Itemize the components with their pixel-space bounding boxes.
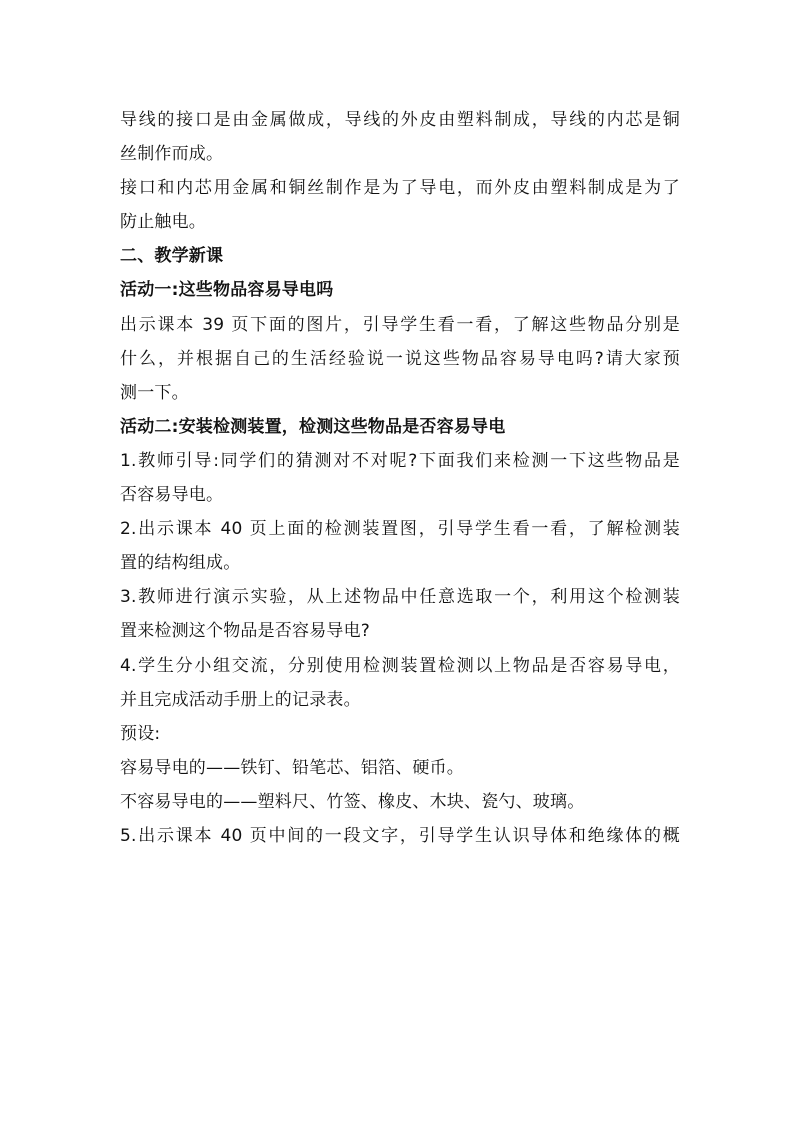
paragraph-line: 防止触电。 [120,212,206,233]
list-item-line: 5.出示课本 40 页中间的一段文字，引导学生认识导体和绝缘体的概 [120,825,680,846]
activity-heading: 活动二:安装检测装置，检测这些物品是否容易导电 [120,416,506,437]
preset-line: 容易导电的——铁钉、铅笔芯、铝箔、硬币。 [120,757,464,778]
list-item-line: 置的结构组成。 [120,553,241,574]
list-item-line: 并且完成活动手册上的记录表。 [120,689,361,710]
preset-label: 预设: [120,723,161,744]
preset-line: 不容易导电的——塑料尺、竹签、橡皮、木块、瓷勺、玻璃。 [120,791,585,812]
paragraph-line: 出示课本 39 页下面的图片，引导学生看一看，了解这些物品分别是 [120,314,680,335]
paragraph-line: 测一下。 [120,382,189,403]
paragraph-line: 丝制作而成。 [120,144,224,165]
paragraph-line: 导线的接口是由金属做成，导线的外皮由塑料制成，导线的内芯是铜 [120,110,680,130]
list-item-line: 置来检测这个物品是否容易导电? [120,621,371,642]
list-item-line: 4.学生分小组交流，分别使用检测装置检测以上物品是否容易导电， [120,655,680,676]
list-item-line: 2.出示课本 40 页上面的检测装置图，引导学生看一看，了解检测装 [120,519,680,540]
document-body [120,103,680,853]
activity-heading: 活动一:这些物品容易导电吗 [120,280,334,301]
section-heading: 二、教学新课 [120,246,224,267]
list-item-line: 否容易导电。 [120,485,224,506]
list-item-line: 3.教师进行演示实验，从上述物品中任意选取一个，利用这个检测装 [120,587,680,608]
paragraph-line: 接口和内芯用金属和铜丝制作是为了导电，而外皮由塑料制成是为了 [120,178,680,199]
list-item-line: 1.教师引导:同学们的猜测对不对呢?下面我们来检测一下这些物品是 [120,450,680,471]
paragraph-line: 什么，并根据自己的生活经验说一说这些物品容易导电吗?请大家预 [120,348,680,369]
